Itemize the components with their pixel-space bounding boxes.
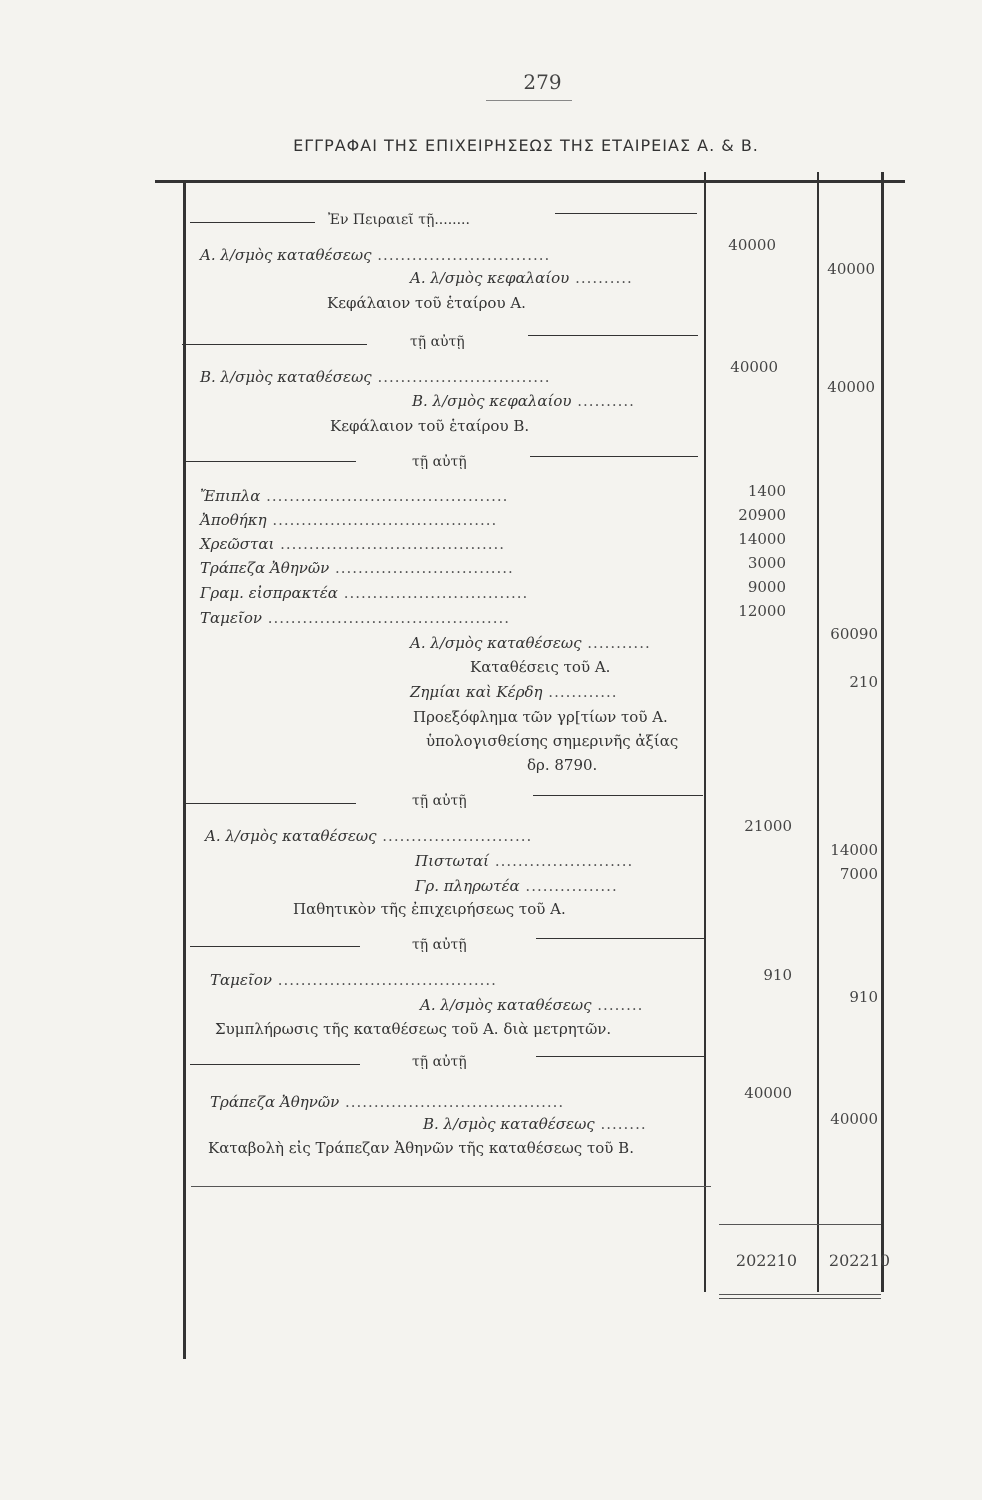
total-rule-top	[191, 1186, 711, 1187]
separator-line	[536, 1056, 706, 1057]
credit-amount: 910	[849, 988, 878, 1006]
ledger-line: Γρ. πληρωτέα ................	[415, 877, 618, 895]
separator-line	[183, 461, 356, 462]
total-rule-debit	[719, 1224, 819, 1225]
right-border	[881, 172, 884, 1292]
entry-date: τῇ αὐτῇ	[412, 1054, 467, 1070]
credit-amount: 7000	[839, 865, 878, 883]
entry-date: τῇ αὐτῇ	[412, 937, 467, 953]
entry-note: Παθητικὸν τῆς ἐπιχειρήσεως τοῦ Α.	[293, 900, 566, 918]
entry-note: Καταθέσεις τοῦ Α.	[470, 658, 611, 676]
separator-line	[190, 222, 315, 223]
debit-amount: 12000	[738, 602, 786, 620]
debit-amount: 40000	[730, 358, 778, 376]
credit-amount: 40000	[827, 260, 875, 278]
separator-line	[555, 213, 697, 214]
ledger-line: Ταμεῖον ......................................	[210, 971, 497, 989]
ledger-line: Χρεῶσται .......................................	[200, 535, 506, 553]
separator-line	[190, 1064, 360, 1065]
debit-amount: 21000	[744, 817, 792, 835]
debit-amount: 14000	[738, 530, 786, 548]
ledger-line: Β. λ/σμὸς καταθέσεως ..............................	[200, 368, 551, 386]
credit-amount: 40000	[827, 378, 875, 396]
ledger-line: Πιστωταί ........................	[415, 852, 634, 870]
ledger-line: Α. λ/σμὸς καταθέσεως ..........................	[205, 827, 533, 845]
entry-date: Ἐν Πειραιεῖ τῇ........	[328, 212, 470, 228]
ledger-title: ΕΓΓΡΑΦΑΙ ΤΗΣ ΕΠΙΧΕΙΡΗΣΕΩΣ ΤΗΣ ΕΤΑΙΡΕΙΑΣ Α. & Β.	[293, 136, 759, 155]
debit-amount: 3000	[747, 554, 786, 572]
double-rule-2	[719, 1298, 881, 1299]
debit-amount: 910	[763, 966, 792, 984]
separator-line	[533, 795, 703, 796]
left-border	[183, 181, 186, 1359]
ledger-line: Ζημίαι καὶ Κέρδη ............	[410, 683, 618, 701]
ledger-line: Α. λ/σμὸς καταθέσεως ........	[420, 996, 644, 1014]
ledger-line: Τράπεζα Ἀθηνῶν ......................................	[210, 1093, 565, 1111]
ledger-line: Α. λ/σμὸς καταθέσεως ...........	[410, 634, 651, 652]
entry-note: Προεξόφλημα τῶν γρ[τίων τοῦ Α.	[413, 708, 668, 726]
credit-amount: 40000	[830, 1110, 878, 1128]
ledger-line: Β. λ/σμὸς καταθέσεως ........	[423, 1115, 647, 1133]
entry-note: Κεφάλαιον τοῦ ἑταίρου Α.	[327, 294, 526, 312]
double-rule-1	[719, 1294, 881, 1295]
ledger-line: Ταμεῖον ..........................................	[200, 609, 510, 627]
ledger-line: Ἔπιπλα ..........................................	[200, 487, 509, 505]
page-number: 279	[523, 70, 562, 94]
separator-line	[536, 938, 706, 939]
credit-amount: 14000	[830, 841, 878, 859]
top-rule	[155, 180, 905, 183]
entry-date: τῇ αὐτῇ	[412, 454, 467, 470]
page-number-rule	[486, 100, 572, 101]
separator-line	[530, 456, 698, 457]
ledger-line: Γραμ. εἰσπρακτέα ................................	[200, 584, 529, 602]
debit-amount: 40000	[744, 1084, 792, 1102]
entry-date: τῇ αὐτῇ	[410, 334, 465, 350]
entry-note: δρ. 8790.	[527, 756, 598, 774]
separator-line	[186, 803, 356, 804]
separator-line	[190, 946, 360, 947]
debit-amount: 20900	[738, 506, 786, 524]
credit-amount: 60090	[830, 625, 878, 643]
total-rule-credit	[819, 1224, 881, 1225]
entry-note: Κεφάλαιον τοῦ ἑταίρου Β.	[330, 417, 530, 435]
entry-date: τῇ αὐτῇ	[412, 793, 467, 809]
ledger-line: Α. λ/σμὸς κεφαλαίου ..........	[410, 269, 633, 287]
entry-note: Συμπλήρωσις τῆς καταθέσεως τοῦ Α. διὰ μετρητῶν.	[215, 1020, 612, 1038]
ledger-line: Α. λ/σμὸς καταθέσεως ..............................	[200, 246, 551, 264]
debit-amount: 40000	[728, 236, 776, 254]
ledger-line: Β. λ/σμὸς κεφαλαίου ..........	[412, 392, 635, 410]
entry-note: ὑπολογισθείσης σημερινῆς ἀξίας	[426, 732, 679, 750]
debit-amount: 9000	[747, 578, 786, 596]
debit-amount: 1400	[747, 482, 786, 500]
entry-note: Καταβολὴ εἰς Τράπεζαν Ἀθηνῶν τῆς καταθέσεως τοῦ Β.	[208, 1139, 634, 1157]
total-credit: 202210	[828, 1251, 890, 1270]
ledger-line: Τράπεζα Ἀθηνῶν ...............................	[200, 559, 514, 577]
separator-line	[528, 335, 698, 336]
ledger-line: Ἀποθήκη .......................................	[200, 511, 498, 529]
separator-line	[182, 344, 367, 345]
credit-amount: 210	[849, 673, 878, 691]
total-debit: 202210	[735, 1251, 797, 1270]
debit-column-left-border	[704, 172, 706, 1292]
